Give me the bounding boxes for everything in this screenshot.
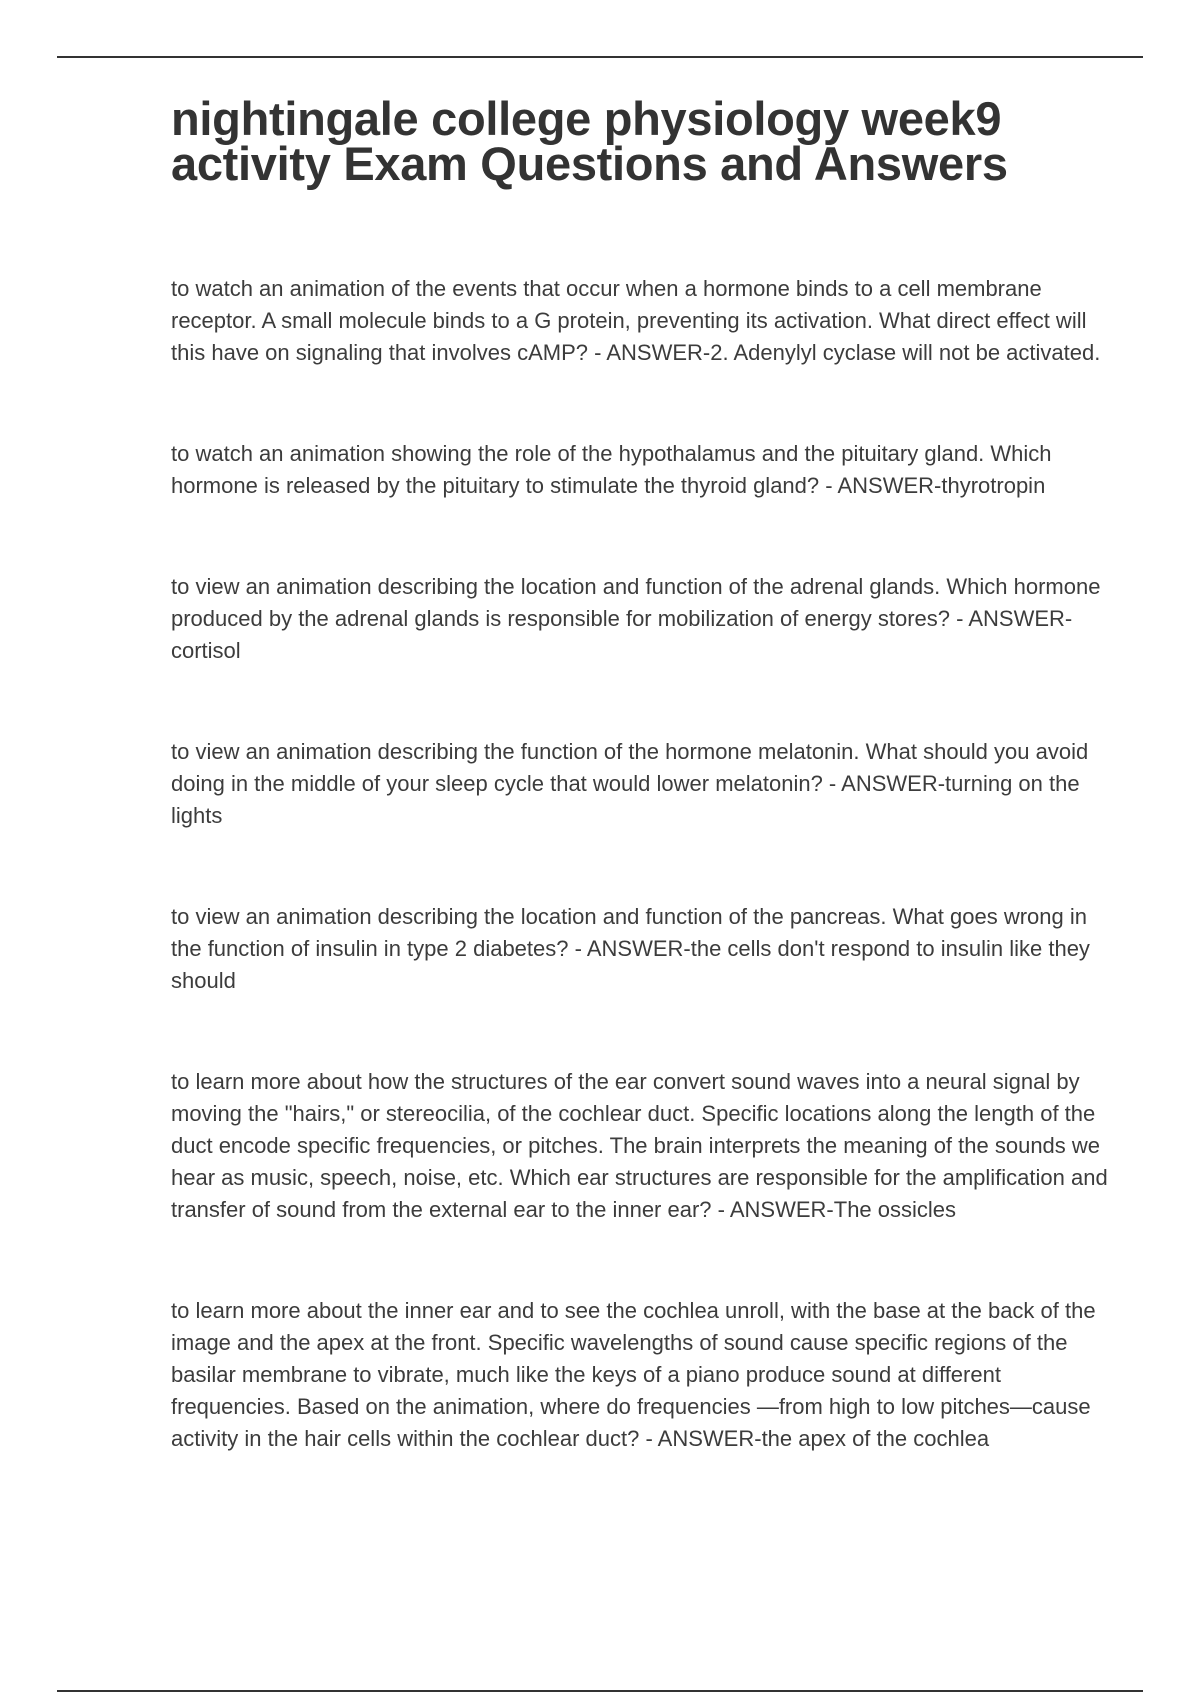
qa-entry-1: to watch an animation of the events that occur when a hormone binds to a cell membrane receptor. A small molecule binds to a G protein, preventing its activation. What direct effect will this have on signaling that involves cAMP? - ANSWER-2. Adenylyl cyclase will not be activated. [171,276,1101,365]
qa-entry-7: to learn more about the inner ear and to see the cochlea unroll, with the base at the back of the image and the apex at the front. Specific wavelengths of sound cause specific regions of the basilar membrane to vibrate, much like the keys of a piano produce sound at different frequencies. Based on the animation, where do frequencies —from high to low pitches—cause activity in the hair cells within the cochlear duct? - ANSWER-the apex of the cochlea [171,1298,1096,1451]
qa-entry-2: to watch an animation showing the role of the hypothalamus and the pituitary gland. Which hormone is released by the pituitary to stimulate the thyroid gland? - ANSWER-thyrotropin [171,441,1052,498]
document-title: nightingale college physiology week9 activity Exam Questions and Answers [171,92,1008,190]
qa-entry-4: to view an animation describing the function of the hormone melatonin. What should you avoid doing in the middle of your sleep cycle that would lower melatonin? - ANSWER-turning on the lights [171,739,1089,828]
bottom-divider [57,1690,1143,1692]
qa-entry-5: to view an animation describing the location and function of the pancreas. What goes wrong in the function of insulin in type 2 diabetes? - ANSWER-the cells don't respond to insulin like they should [171,904,1090,993]
qa-entry-6: to learn more about how the structures of the ear convert sound waves into a neural signal by moving the "hairs," or stereocilia, of the cochlear duct. Specific locations along the length of the duct encode specific frequencies, or pitches. The brain interprets the meaning of the sounds we hear as music, speech, noise, etc. Which ear structures are responsible for the amplification and transfer of sound from the external ear to the inner ear? - ANSWER-The ossicles [171,1069,1108,1222]
qa-entry-3: to view an animation describing the location and function of the adrenal glands. Which hormone produced by the adrenal glands is responsible for mobilization of energy stores? - ANSWER-cortisol [171,574,1101,663]
top-divider [57,56,1143,58]
qa-list [171,273,1116,1455]
